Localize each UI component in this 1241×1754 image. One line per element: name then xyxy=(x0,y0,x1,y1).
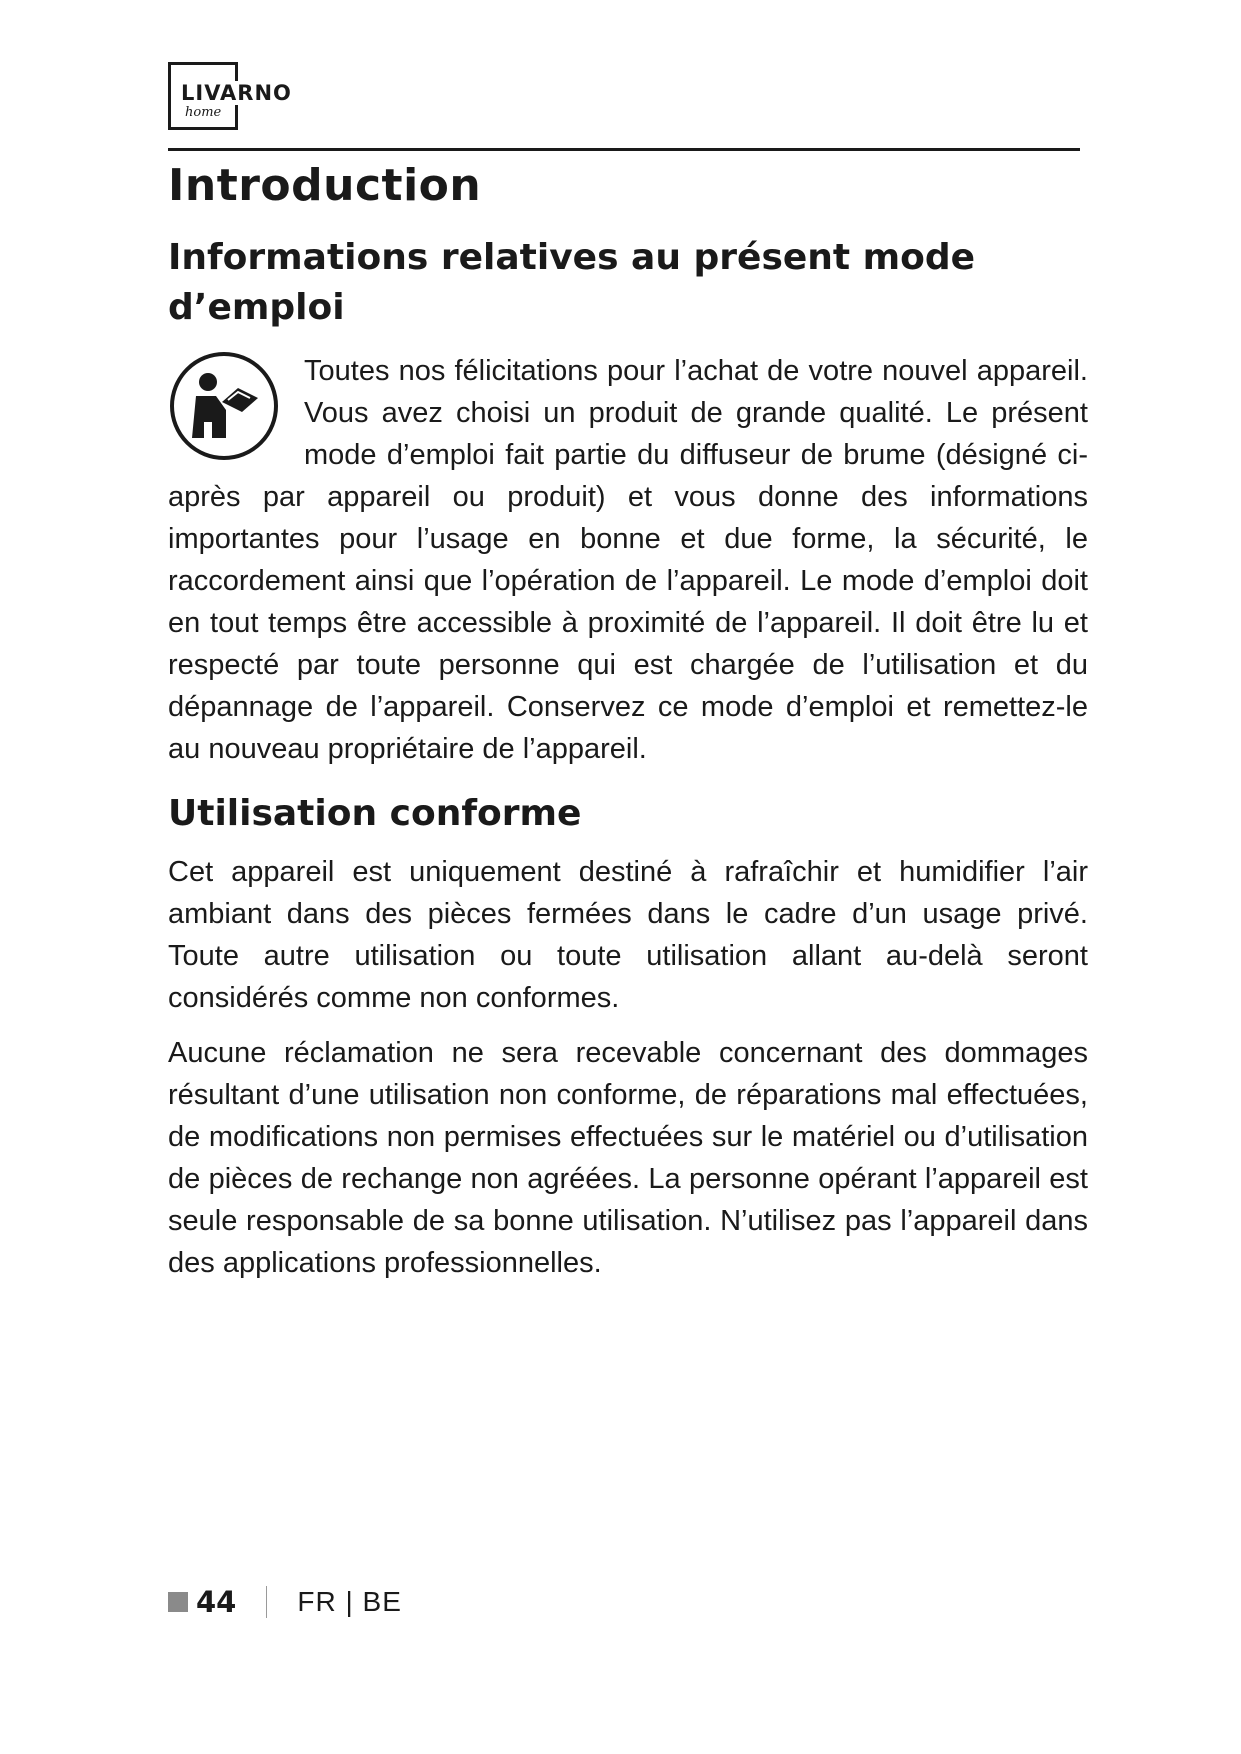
page-title: Introduction xyxy=(168,160,482,211)
header-rule xyxy=(168,148,1080,151)
footer-square-icon xyxy=(168,1592,188,1612)
page-number: 44 xyxy=(196,1585,237,1619)
logo-text: LIVARNO xyxy=(181,81,296,105)
footer-divider xyxy=(266,1586,267,1618)
usage-paragraph-2: Aucune réclamation ne sera recevable concernant des dommages résultant d’une utilisation non conforme, de réparations mal effectuées, de modifications non permises effectuées sur le matériel ou d’utilisation de pièces de rechange non agréées. La personne opérant l’appareil est seule responsable de sa bonne utilisation. N’utilisez pas l’appareil dans des applications professionnelles. xyxy=(168,1037,1088,1279)
logo-subtext: home xyxy=(185,105,222,120)
language-code: FR | BE xyxy=(297,1586,402,1617)
brand-logo xyxy=(168,62,292,130)
section-heading-usage: Utilisation conforme xyxy=(168,793,582,834)
intro-paragraph: Toutes nos félicitations pour l’achat de votre nouvel appareil. Vous avez choisi un produit de grande qualité. Le présent mode d’emploi fait partie du diffuseur de brume (désigné ci-après par appareil ou produit) et vous donne des informations importantes pour l’usage en bonne et due forme, la sécurité, le raccordement ainsi que l’opération de l’appareil. Le mode d’emploi doit en tout temps être accessible à proximité de l’appareil. Il doit être lu et respecté par toute personne qui est chargée de l’utilisation et du dépannage de l’appareil. Conservez ce mode d’emploi et remettez-le au nouveau propriétaire de l’appareil. xyxy=(168,355,1088,765)
usage-paragraph-1: Cet appareil est uniquement destiné à rafraîchir et humidifier l’air ambiant dans des pièces fermées dans le cadre d’un usage privé. Toute autre utilisation ou toute utilisation allant au-delà seront considérés comme non conformes. xyxy=(168,856,1088,1014)
section-heading-manual-line2: d’emploi xyxy=(168,287,345,328)
page-footer xyxy=(168,1582,402,1622)
section-heading-manual-line1: Informations relatives au présent mode xyxy=(168,237,976,278)
